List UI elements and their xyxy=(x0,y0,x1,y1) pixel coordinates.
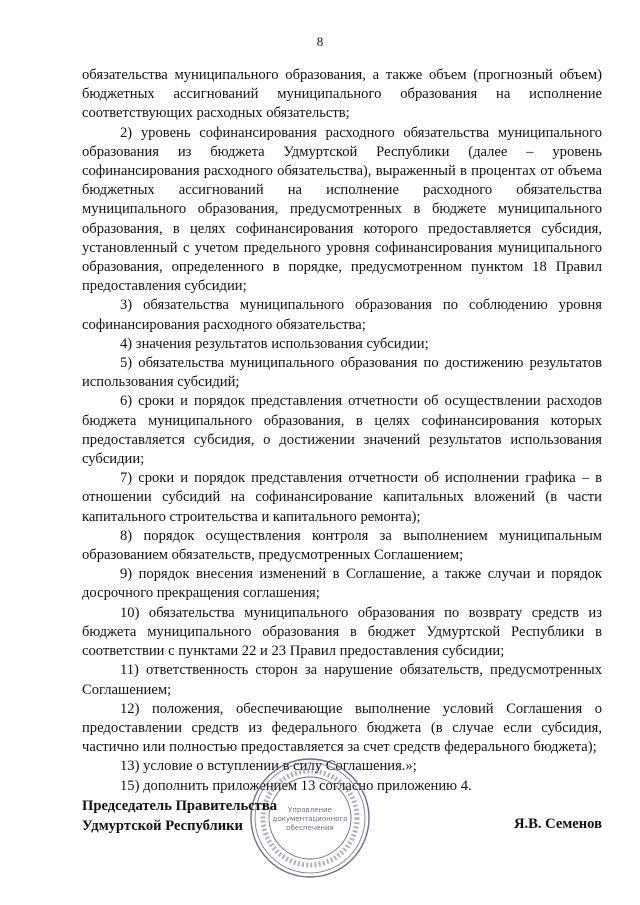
page-number: 8 xyxy=(316,34,324,49)
paragraph: 12) положения, обеспечивающие выполнение условий Соглашения о предоставлении средств из федерального бюджета (в случае если субсидия, частично или полностью предоставляется за счет средств федерального бюджета); xyxy=(82,700,602,756)
paragraph: 8) порядок осуществления контроля за выполнением муниципальным образованием обязательств, предусмотренных Соглашением; xyxy=(82,527,602,564)
paragraph: 2) уровень софинансирования расходного обязательства муниципального образования из бюджета Удмуртской Республики (далее – уровень софинансирования расходного обязательства), выраженный в процентах от объема бюджетных ассигнований на исполнение расходного обязательства муниципального образования, предусмотренных в бюджете муниципального образования, в целях софинансирования которого предоставляется субсидия, установленный с учетом предельного уровня софинансирования муниципального образования, определенного в порядке, предусмотренном пунктом 18 Правил предоставления субсидии; xyxy=(82,124,602,295)
paragraph: 15) дополнить приложением 13 согласно приложению 4. xyxy=(120,777,472,794)
paragraph: 13) условие о вступлении в силу Соглашения.»; xyxy=(120,758,417,775)
paragraph: 9) порядок внесения изменений в Соглашение, а также случаи и порядок досрочного прекращения соглашения; xyxy=(82,566,602,602)
paragraph: 5) обязательства муниципального образования по достижению результатов использования субсидий; xyxy=(82,355,602,391)
paragraph: 4) значения результатов использования субсидии; xyxy=(120,335,429,352)
paragraph: 7) сроки и порядок представления отчетности об исполнении графика – в отношении субсидий на софинансирование капитальных вложений (в части капитального строительства и капитального ремонта); xyxy=(82,470,602,525)
signature-position xyxy=(82,797,277,836)
signature-position-line-2: Удмуртской Республики xyxy=(82,817,243,834)
paragraph: 3) обязательства муниципального образования по соблюдению уровня софинансирования расходного обязательства; xyxy=(82,297,602,333)
stamp-line-3: обеспечения xyxy=(286,824,334,832)
paragraph: обязательства муниципального образования, а также объем (прогнозный объем) бюджетных ассигнований муниципального образования на исполнение соответствующих расходных обязательств; xyxy=(82,67,602,122)
stamp-line-2: документационного xyxy=(272,815,348,823)
paragraph: 6) сроки и порядок представления отчетности об осуществлении расходов бюджета муниципального образования, в целях софинансирования которых предоставляется субсидия, о достижении значений результатов использования субсидии; xyxy=(82,393,602,468)
stamp-line-1: Управление xyxy=(288,806,332,814)
signatory-name: Я.В. Семенов xyxy=(513,816,602,832)
signature-position-line-1: Председатель Правительства xyxy=(82,798,278,814)
document-body xyxy=(82,66,602,796)
paragraph: 10) обязательства муниципального образования по возврату средств из бюджета муниципального образования в бюджет Удмуртской Республики в соответствии с пунктами 22 и 23 Правил предоставления субсидии; xyxy=(82,604,602,660)
paragraph: 11) ответственность сторон за нарушение обязательств, предусмотренных Соглашением; xyxy=(82,662,602,698)
